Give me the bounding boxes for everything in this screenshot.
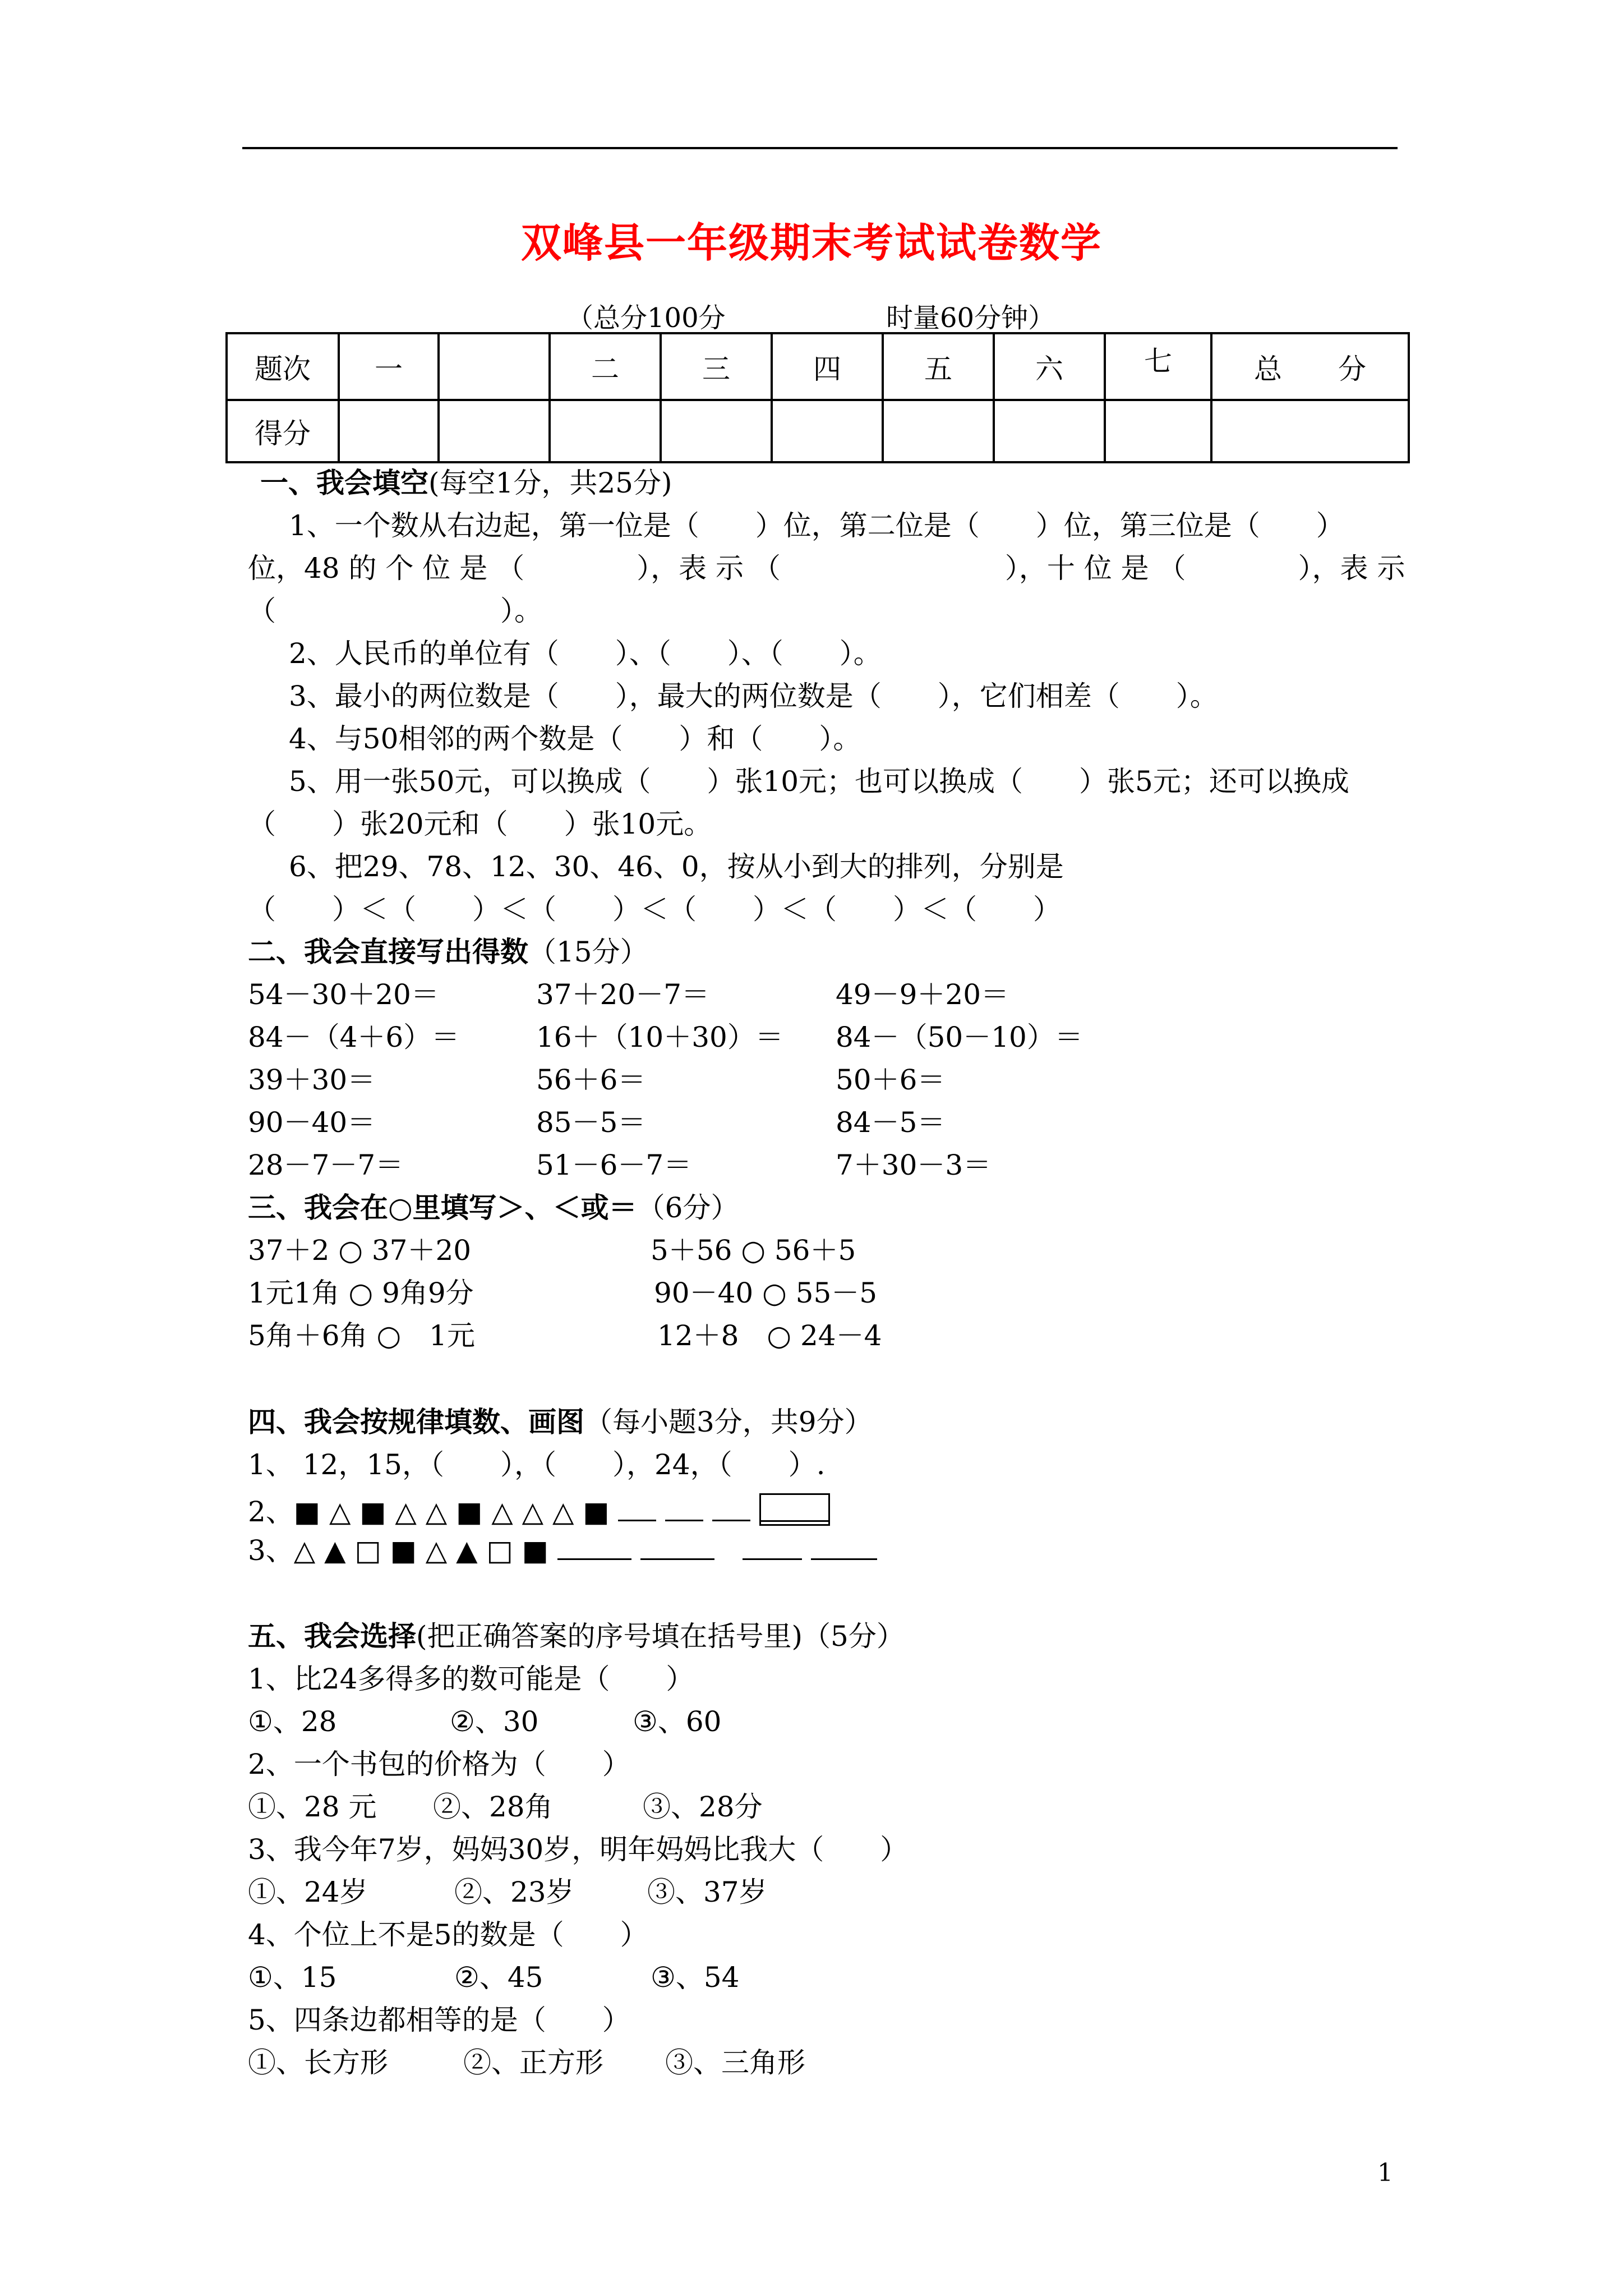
choice-question: 4、个位上不是5的数是（ ） (248, 1918, 648, 1951)
answer-blank[interactable] (640, 1536, 714, 1560)
answer-blank[interactable] (557, 1536, 631, 1560)
compare-item: 5＋56 ○ 56＋5 (651, 1234, 856, 1267)
score-header-cell: 四 (772, 333, 883, 400)
question-5-line-2: （ ）张20元和（ ）张10元。 (248, 808, 712, 840)
choice-option: ①、长方形 (248, 2046, 388, 2079)
choice-option: ③、37岁 (647, 1876, 767, 1908)
question-3: 3、最小的两位数是（ ），最大的两位数是（ ），它们相差（ ）。 (289, 680, 1218, 712)
pattern-shape-question-1 (248, 1493, 830, 1526)
choice-option: ③、28分 (643, 1791, 763, 1823)
score-header-cell (439, 333, 550, 400)
pattern-shapes: 3、△ ▲ □ ■ △ ▲ □ ■ (248, 1534, 548, 1567)
score-header-cell: 一 (339, 333, 439, 400)
section-2-heading (248, 935, 648, 968)
score-cell[interactable] (772, 400, 883, 462)
question-6-line-2: （ ）＜（ ）＜（ ）＜（ ）＜（ ）＜（ ） (248, 893, 1061, 926)
score-header-cell: 六 (994, 333, 1105, 400)
calc-item: 54－30＋20＝ (248, 978, 439, 1011)
score-cell[interactable] (439, 400, 550, 462)
compare-item: 90－40 ○ 55－5 (654, 1277, 878, 1309)
calc-item: 28－7－7＝ (248, 1149, 404, 1181)
score-table (225, 332, 1410, 463)
choice-question: 3、我今年7岁，妈妈30岁，明年妈妈比我大（ ） (248, 1833, 909, 1866)
score-header-cell: 总 分 (1211, 333, 1409, 400)
choice-option: ③、三角形 (665, 2046, 805, 2079)
choice-option: ①、28 (248, 1705, 337, 1738)
section-3-heading (248, 1191, 739, 1224)
score-cell[interactable] (550, 400, 661, 462)
score-table-score-row (227, 400, 1409, 462)
calc-item: 51－6－7＝ (536, 1149, 692, 1181)
answer-blank[interactable] (712, 1497, 750, 1521)
choice-option: ②、23岁 (454, 1876, 574, 1908)
score-cell[interactable] (661, 400, 772, 462)
answer-blank[interactable] (665, 1497, 703, 1521)
answer-box[interactable] (759, 1493, 830, 1526)
compare-item: 37＋2 ○ 37＋20 (248, 1234, 472, 1267)
section-3-note: （6分） (637, 1191, 739, 1224)
section-1-title: 一、我会填空 (260, 466, 428, 499)
question-5-line-1: 5、用一张50元，可以换成（ ）张10元；也可以换成（ ）张5元；还可以换成 (289, 765, 1349, 798)
question-1-line-2: 位，48 的 个 位 是 （ ），表 示 （ ），十 位 是 （ ），表 示 (248, 552, 1405, 585)
score-cell[interactable] (339, 400, 439, 462)
question-1-line-1: 1、一个数从右边起，第一位是（ ）位，第二位是（ ）位，第三位是（ ） (289, 509, 1344, 542)
calc-item: 56＋6＝ (536, 1064, 646, 1096)
score-cell[interactable] (1211, 400, 1409, 462)
score-header-cell: 五 (883, 333, 994, 400)
score-table-header-row (227, 333, 1409, 400)
section-1-heading (260, 466, 672, 499)
calc-item: 7＋30－3＝ (836, 1149, 992, 1181)
section-1-note: (每空1分，共25分) (428, 467, 672, 499)
choice-option: ③、54 (651, 1961, 740, 1994)
section-5-note: (把正确答案的序号填在括号里)（5分） (416, 1620, 905, 1653)
score-cell[interactable] (883, 400, 994, 462)
choice-option: ②、30 (450, 1705, 539, 1738)
score-cell[interactable] (1105, 400, 1211, 462)
section-2-note: （15分） (528, 936, 648, 968)
calc-item: 90－40＝ (248, 1106, 376, 1139)
pattern-shape-question-2 (248, 1536, 877, 1565)
question-6-line-1: 6、把29、78、12、30、46、0，按从小到大的排列，分别是 (289, 850, 1064, 883)
choice-option: ②、正方形 (463, 2046, 603, 2079)
time-limit-note: 时量60分钟） (886, 302, 1055, 334)
section-5-title: 五、我会选择 (248, 1619, 416, 1653)
section-4-note: （每小题3分，共9分） (584, 1406, 873, 1438)
score-header-cell: 二 (550, 333, 661, 400)
score-header-cell: 三 (661, 333, 772, 400)
calc-item: 50＋6＝ (836, 1064, 946, 1096)
choice-option: ①、15 (248, 1961, 337, 1994)
pattern-number-question: 1、 12，15，（ ），（ ），24，（ ）. (248, 1448, 826, 1481)
pattern-shapes: 2、■ △ ■ △ △ ■ △ △ △ ■ (248, 1496, 610, 1528)
question-1-line-3: （ ）。 (248, 595, 542, 627)
choice-option: ①、28 元 (248, 1791, 377, 1823)
choice-option: ①、24岁 (248, 1876, 368, 1908)
section-4-title: 四、我会按规律填数、画图 (248, 1405, 584, 1438)
choice-question: 1、比24多得多的数可能是（ ） (248, 1663, 694, 1695)
answer-blank[interactable] (811, 1536, 877, 1560)
section-5-heading (248, 1619, 905, 1653)
compare-item: 1元1角 ○ 9角9分 (248, 1277, 474, 1309)
question-2: 2、人民币的单位有（ ）、（ ）、（ ）。 (289, 637, 882, 670)
answer-blank[interactable] (743, 1536, 802, 1560)
section-2-title: 二、我会直接写出得数 (248, 935, 528, 968)
calc-item: 16＋（10＋30）＝ (536, 1021, 783, 1053)
section-3-title: 三、我会在○里填写＞、＜或＝ (248, 1191, 637, 1224)
answer-blank[interactable] (618, 1497, 656, 1521)
choice-question: 5、四条边都相等的是（ ） (248, 2004, 630, 2036)
calc-item: 85－5＝ (536, 1106, 646, 1139)
choice-option: ②、45 (454, 1961, 543, 1994)
calc-item: 84－（4＋6）＝ (248, 1021, 460, 1053)
score-row-label: 得分 (227, 400, 339, 462)
choice-question: 2、一个书包的价格为（ ） (248, 1748, 630, 1780)
calc-item: 84－（50－10）＝ (836, 1021, 1083, 1053)
page-number: 1 (1377, 2159, 1393, 2187)
header-rule (242, 147, 1398, 149)
question-4: 4、与50相邻的两个数是（ ）和（ ）。 (289, 723, 861, 755)
calc-item: 49－9＋20＝ (836, 978, 1009, 1011)
total-score-note: （总分100分 (566, 302, 726, 334)
choice-option: ②、28角 (433, 1791, 553, 1823)
score-header-cell: 题次 (227, 333, 339, 400)
exam-title: 双峰县一年级期末考试试卷数学 (520, 219, 1102, 266)
compare-item: 12＋8 ○ 24－4 (657, 1319, 882, 1352)
compare-item: 5角＋6角 ○ 1元 (248, 1319, 475, 1352)
calc-item: 39＋30＝ (248, 1064, 376, 1096)
calc-item: 37＋20－7＝ (536, 978, 710, 1011)
section-4-heading (248, 1405, 873, 1438)
score-cell[interactable] (994, 400, 1105, 462)
choice-option: ③、60 (633, 1705, 722, 1738)
calc-item: 84－5＝ (836, 1106, 946, 1139)
score-header-cell: 七 (1105, 333, 1211, 400)
